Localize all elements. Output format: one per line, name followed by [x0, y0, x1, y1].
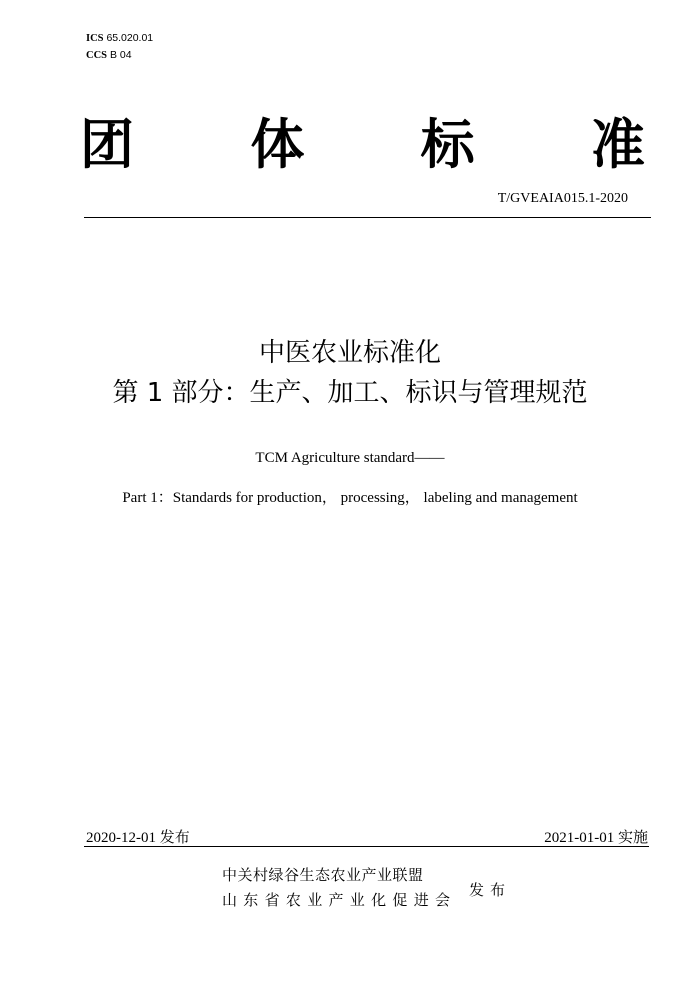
ics-line — [86, 30, 153, 47]
document-type-title — [80, 110, 645, 180]
publish-label: 发布 — [469, 881, 512, 899]
ics-value: 65.020.01 — [106, 32, 154, 44]
issue-date: 2020-12-01 发布 — [86, 830, 190, 846]
ccs-value: B 04 — [109, 49, 132, 61]
issuer-1: 中关村绿谷生态农业产业联盟 — [222, 866, 424, 884]
title-char-1: 团 — [80, 113, 134, 176]
classification-codes — [86, 30, 153, 64]
standard-number: T/GVEAIA015.1-2020 — [497, 191, 628, 206]
ccs-label: CCS — [86, 50, 108, 61]
top-divider — [84, 217, 651, 218]
english-title-line-1: TCM Agriculture standard—— — [255, 450, 445, 466]
issuer-2: 山东省农业产业化促进会 — [222, 891, 457, 909]
ccs-line — [86, 47, 153, 64]
chinese-title-line-1: 中医农业标准化 — [258, 338, 441, 368]
title-char-3: 标 — [420, 113, 475, 176]
title-char-2: 体 — [250, 113, 305, 176]
implementation-date: 2021-01-01 实施 — [544, 830, 648, 846]
english-title-line-2: Part 1：Standards for production， processing， labeling and management — [122, 490, 578, 506]
bottom-divider — [84, 846, 649, 847]
chinese-title-line-2: 第 1 部分：生产、加工、标识与管理规范 — [112, 378, 588, 408]
title-char-4: 准 — [590, 113, 645, 176]
ics-label: ICS — [86, 33, 104, 44]
